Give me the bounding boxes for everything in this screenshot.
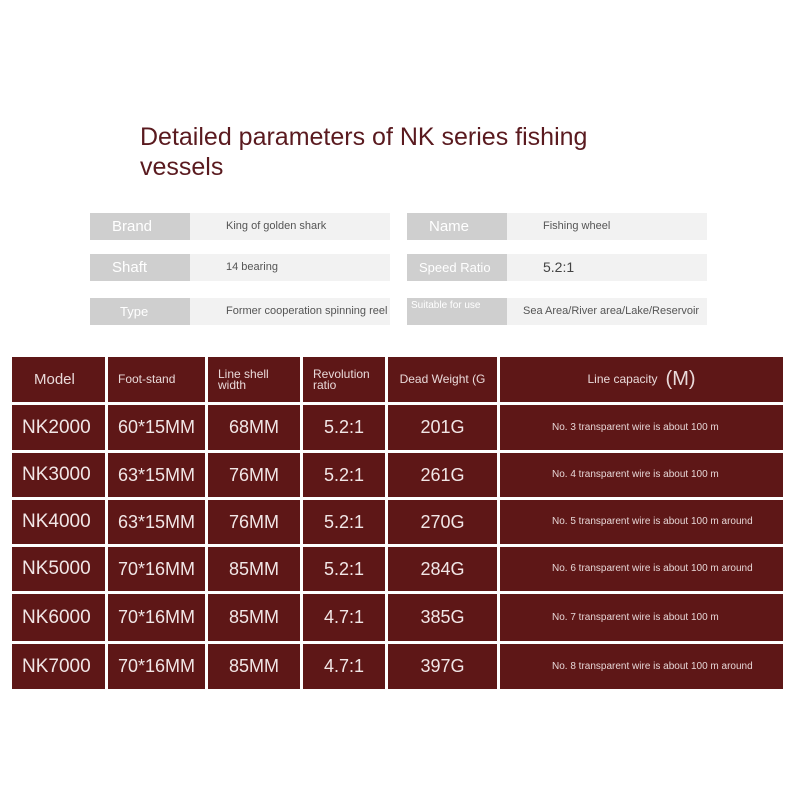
cell-revolution-ratio: 4.7:1 bbox=[303, 594, 385, 641]
header-line-capacity-label: Line capacity bbox=[587, 372, 658, 386]
header-line-capacity bbox=[500, 357, 783, 402]
cell-foot-stand: 60*15MM bbox=[108, 405, 205, 450]
brand-value: King of golden shark bbox=[190, 213, 390, 240]
suitable-label: Suitable for use bbox=[407, 298, 507, 325]
cell-model: NK6000 bbox=[12, 594, 105, 641]
cell-dead-weight: 201G bbox=[388, 405, 497, 450]
type-value: Former cooperation spinning reel bbox=[190, 298, 390, 325]
speed-value: 5.2:1 bbox=[507, 254, 707, 281]
cell-revolution-ratio: 5.2:1 bbox=[303, 500, 385, 544]
header-line-shell-width: Line shell width bbox=[208, 357, 300, 402]
cell-model: NK7000 bbox=[12, 644, 105, 689]
cell-revolution-ratio: 5.2:1 bbox=[303, 547, 385, 591]
cell-line-shell-width: 76MM bbox=[208, 453, 300, 497]
cell-line-capacity: No. 7 transparent wire is about 100 m bbox=[500, 594, 783, 641]
cell-dead-weight: 270G bbox=[388, 500, 497, 544]
shaft-value: 14 bearing bbox=[190, 254, 390, 281]
cell-line-capacity: No. 8 transparent wire is about 100 m around bbox=[500, 644, 783, 689]
header-foot-stand: Foot-stand bbox=[108, 357, 205, 402]
header-revolution-ratio: Revolution ratio bbox=[303, 357, 385, 402]
cell-model: NK3000 bbox=[12, 453, 105, 497]
cell-line-capacity: No. 4 transparent wire is about 100 m bbox=[500, 453, 783, 497]
cell-model: NK5000 bbox=[12, 547, 105, 591]
name-label: Name bbox=[407, 213, 507, 240]
cell-dead-weight: 284G bbox=[388, 547, 497, 591]
cell-foot-stand: 70*16MM bbox=[108, 594, 205, 641]
cell-foot-stand: 63*15MM bbox=[108, 500, 205, 544]
brand-label: Brand bbox=[90, 213, 190, 240]
speed-label: Speed Ratio bbox=[407, 254, 507, 281]
cell-revolution-ratio: 4.7:1 bbox=[303, 644, 385, 689]
cell-dead-weight: 261G bbox=[388, 453, 497, 497]
cell-line-shell-width: 85MM bbox=[208, 644, 300, 689]
cell-line-capacity: No. 5 transparent wire is about 100 m around bbox=[500, 500, 783, 544]
cell-foot-stand: 70*16MM bbox=[108, 547, 205, 591]
header-model: Model bbox=[12, 357, 105, 402]
cell-line-shell-width: 76MM bbox=[208, 500, 300, 544]
header-line-capacity-unit: (M) bbox=[665, 368, 696, 390]
cell-line-capacity: No. 3 transparent wire is about 100 m bbox=[500, 405, 783, 450]
shaft-label: Shaft bbox=[90, 254, 190, 281]
name-value: Fishing wheel bbox=[507, 213, 707, 240]
type-label: Type bbox=[90, 298, 190, 325]
header-dead-weight: Dead Weight (G bbox=[388, 357, 497, 402]
cell-line-shell-width: 85MM bbox=[208, 594, 300, 641]
cell-foot-stand: 70*16MM bbox=[108, 644, 205, 689]
cell-dead-weight: 385G bbox=[388, 594, 497, 641]
page-title: Detailed parameters of NK series fishing vessels bbox=[140, 123, 588, 181]
cell-line-shell-width: 85MM bbox=[208, 547, 300, 591]
cell-revolution-ratio: 5.2:1 bbox=[303, 453, 385, 497]
cell-model: NK2000 bbox=[12, 405, 105, 450]
cell-foot-stand: 63*15MM bbox=[108, 453, 205, 497]
cell-dead-weight: 397G bbox=[388, 644, 497, 689]
cell-revolution-ratio: 5.2:1 bbox=[303, 405, 385, 450]
cell-line-shell-width: 68MM bbox=[208, 405, 300, 450]
cell-line-capacity: No. 6 transparent wire is about 100 m around bbox=[500, 547, 783, 591]
cell-model: NK4000 bbox=[12, 500, 105, 544]
suitable-value: Sea Area/River area/Lake/Reservoir bbox=[507, 298, 707, 325]
